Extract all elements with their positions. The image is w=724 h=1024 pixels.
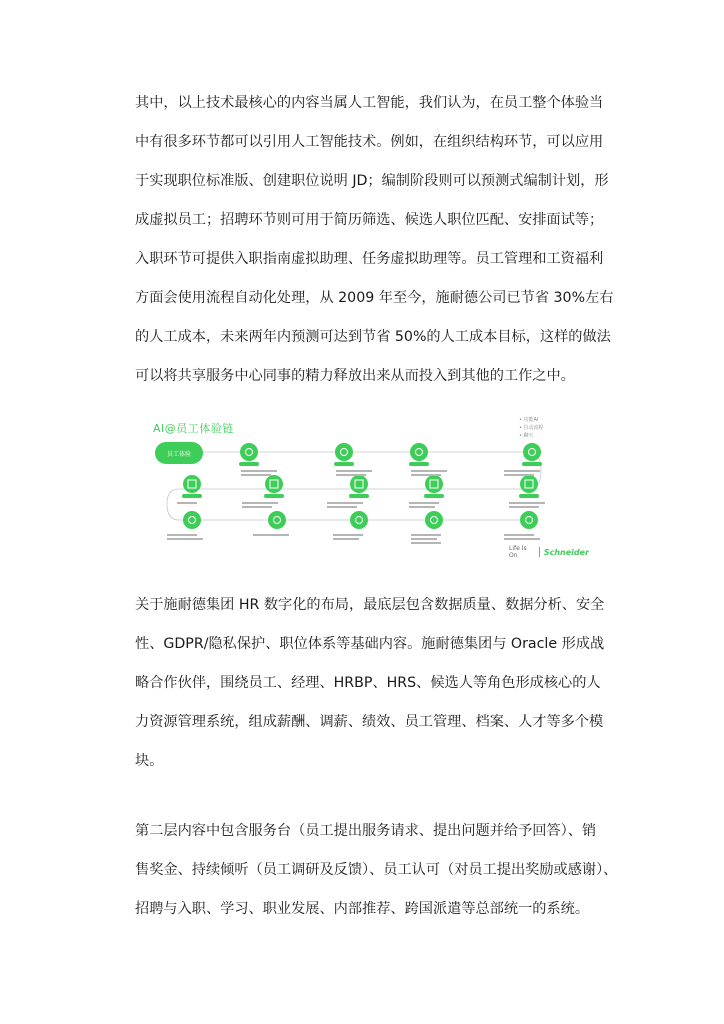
stage-node xyxy=(523,443,541,461)
text-line: 的人工成本，未来两年内预测可达到节省 50%的人工成本目标，这样的做法 xyxy=(135,329,611,345)
legend-item: • 功能AI xyxy=(519,417,539,423)
stage-node xyxy=(350,511,368,529)
paragraph-hr-digital-layout xyxy=(135,586,605,781)
legend-item: • 自动流程 xyxy=(519,425,544,431)
text-line: 成虚拟员工；招聘环节则可用于简历筛选、候选人职位匹配、安排面试等； xyxy=(135,212,604,228)
text-line: 其中，以上技术最核心的内容当属人工智能，我们认为，在员工整个体验当 xyxy=(135,95,604,111)
legend-item: • 聊天 xyxy=(519,433,534,439)
paragraph-ai-experience xyxy=(135,84,614,396)
brand-tagline: Life Is On xyxy=(509,545,527,559)
text-line: 方面会使用流程自动化处理，从 2009 年至今，施耐德公司已节省 30%左右 xyxy=(135,290,614,306)
stage-node xyxy=(425,475,443,493)
text-line: 可以将共享服务中心同事的精力释放出来从而投入到其他的工作之中。 xyxy=(135,368,575,384)
figure-title: AI@员工体验链 xyxy=(153,422,234,435)
text-line: 中有很多环节都可以引用人工智能技术。例如，在组织结构环节，可以应用 xyxy=(135,134,604,150)
stage-node xyxy=(520,475,538,493)
stage-node xyxy=(268,511,286,529)
paragraph-second-layer xyxy=(135,812,618,929)
text-line: 入职环节可提供入职指南虚拟助理、任务虚拟助理等。员工管理和工资福利 xyxy=(135,251,604,267)
stage-node xyxy=(520,511,538,529)
employee-experience-chain-figure xyxy=(149,412,589,562)
brand-name: Schneider xyxy=(543,547,589,557)
text-line: 力资源管理系统，组成薪酬、调薪、绩效、员工管理、档案、人才等多个模 xyxy=(135,714,604,730)
figure-legend xyxy=(519,416,544,440)
text-line: 第二层内容中包含服务台（员工提出服务请求、提出问题并给予回答）、销 xyxy=(135,823,597,839)
stage-node xyxy=(183,475,201,493)
stage-node xyxy=(350,475,368,493)
text-line: 性、GDPR/隐私保护、职位体系等基础内容。施耐德集团与 Oracle 形成战 xyxy=(135,636,605,652)
text-line: 招聘与入职、学习、职业发展、内部推荐、跨国派遣等总部统一的系统。 xyxy=(135,901,590,917)
stage-node xyxy=(410,443,428,461)
stage-node xyxy=(183,511,201,529)
text-line: 售奖金、持续倾听（员工调研及反馈）、员工认可（对员工提出奖励或感谢）、 xyxy=(135,862,618,878)
stage-node xyxy=(335,443,353,461)
stage-node xyxy=(425,511,443,529)
stage-node xyxy=(265,475,283,493)
start-node-label: 员工体验 xyxy=(166,451,192,458)
stage-node xyxy=(240,443,258,461)
text-line: 块。 xyxy=(135,753,164,769)
brand-divider xyxy=(539,547,540,557)
text-line: 关于施耐德集团 HR 数字化的布局，最底层包含数据质量、数据分析、安全 xyxy=(135,597,605,613)
text-line: 于实现职位标准版、创建职位说明 JD；编制阶段则可以预测式编制计划，形 xyxy=(135,173,609,189)
text-line: 略合作伙伴，围绕员工、经理、HRBP、HRS、候选人等角色形成核心的人 xyxy=(135,675,601,691)
schneider-logo xyxy=(509,545,589,559)
